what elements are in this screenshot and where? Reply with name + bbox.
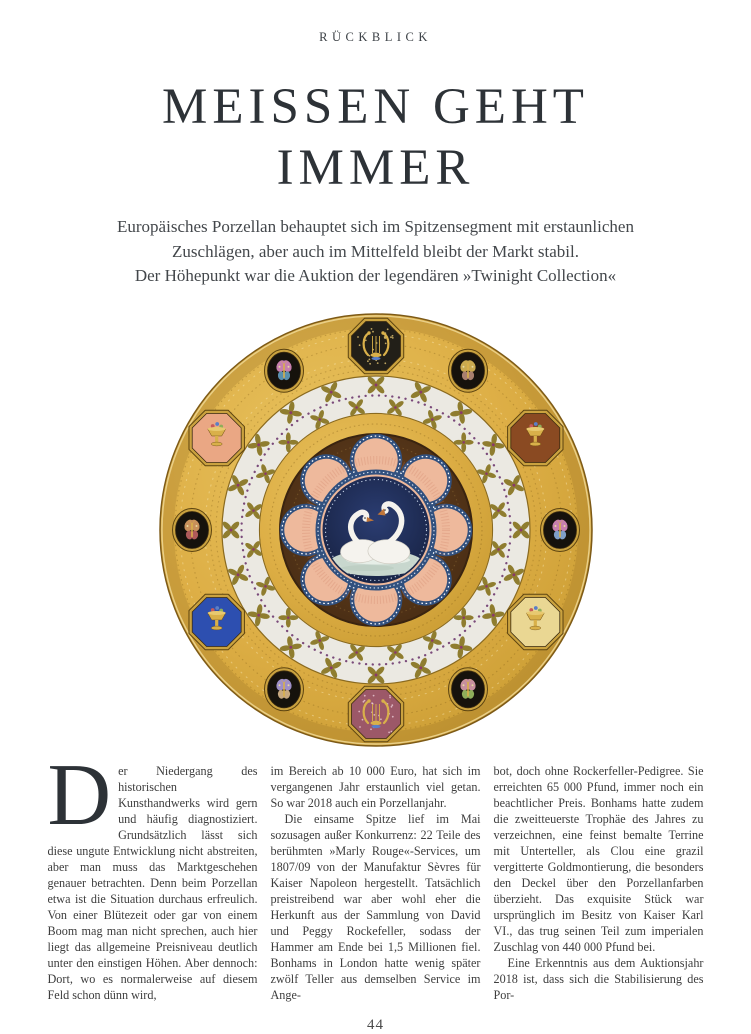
paragraph: bot, doch ohne Rockerfeller-Pedigree. Sie erreichten 65 000 Pfund, immer noch ein beachtlicher Preis. Bonhams hatte zudem die zweitteuerste Trophäe des Jahres zu verzeichnen, eine feinst bemalte Terrine mit Unterteller, als Clou eine grazil vergitterte Goldmontierung, die besonders den Deckel über den Porzellanfarben überzieht. Das exquisite Stück war ursprünglich im Besitz von Kaiser Karl VI., das trug seinen Teil zum imperialen Zuschlag von 440 000 Pfund bei.	[493, 763, 704, 954]
paragraph-text: er Niedergang des historischen Kunsthandwerks wird gern und häufig diagnostiziert. Grundsätzlich lässt sich diese ungute Entwicklung nicht abstreiten, aber man muss das Marktgeschehen genauer betrachten. Denn beim Porzellan etwa ist die Situation durchaus erfreulich. Von einer Blütezeit oder gar von einem Boom mag man nicht sprechen, auch hier liegt das allgemeine Preisniveau deutlich unter den einstigen Höhen. Aber dennoch: Dort, wo es normalerweise auf diesem Feld schon dünn wird,	[47, 763, 258, 1002]
headline-line1: MEISSEN GEHT	[162, 79, 589, 135]
medallion-basket	[188, 594, 243, 649]
paragraph: im Bereich ab 10 000 Euro, hat sich im vergangenen Jahr erstaunlich viel getan. So war 2018 auch ein Porzellanjahr.	[270, 763, 481, 810]
drop-cap: D	[47, 746, 112, 844]
medallion-basket	[188, 410, 243, 465]
medallion-lyre	[348, 318, 403, 373]
medallion-basket	[507, 410, 562, 465]
medallion-butterfly	[540, 508, 579, 551]
column-2	[271, 763, 481, 1003]
paragraph: Die einsame Spitze lief im Mai sozusagen außer Konkurrenz: 22 Teile des berühmten »Marly Rouge«-Services, um 1807/09 von der Manufaktur Sèvres für Kaiser Napoleon hergestellt. Tatsächlich preistreibend war aber wohl eher die Herkunft aus der Sammlung von David und Peggy Rockefeller, sodass der Hammer am Ende bei 1,5 Millionen fiel. Bonhams in London hatte wenig später zwölf Teller aus demselben Service im Ange-	[270, 811, 481, 1002]
medallion-butterfly	[448, 349, 487, 392]
medallion-butterfly	[264, 668, 303, 711]
standfirst	[0, 215, 751, 287]
paragraph	[47, 746, 258, 1003]
medallion-butterfly	[172, 508, 211, 551]
headline	[0, 77, 751, 199]
kicker: RÜCKBLICK	[319, 30, 432, 44]
column-1	[47, 746, 258, 1003]
plate-illustration	[159, 313, 593, 747]
paragraph: Eine Erkenntnis aus dem Auktionsjahr 2018 ist, dass sich die Stabilisierung des Por-	[493, 955, 704, 1002]
page-number: 44	[367, 1016, 384, 1033]
article-body	[47, 746, 704, 1003]
standfirst-line3: Der Höhepunkt war die Auktion der legendären »Twinight Collection«	[134, 265, 617, 285]
medallion-butterfly	[264, 349, 303, 392]
column-3	[494, 763, 704, 1003]
standfirst-line1: Europäisches Porzellan behauptet sich im Spitzensegment mit erstaunlichen	[117, 217, 634, 237]
medallion-basket	[507, 594, 562, 649]
headline-line2: IMMER	[276, 140, 475, 197]
medallion-butterfly	[448, 668, 487, 711]
plate-photo	[159, 313, 593, 747]
standfirst-line2: Zuschlägen, aber auch im Mittelfeld bleibt der Markt stabil.	[172, 241, 579, 261]
medallion-lyre	[348, 686, 403, 741]
